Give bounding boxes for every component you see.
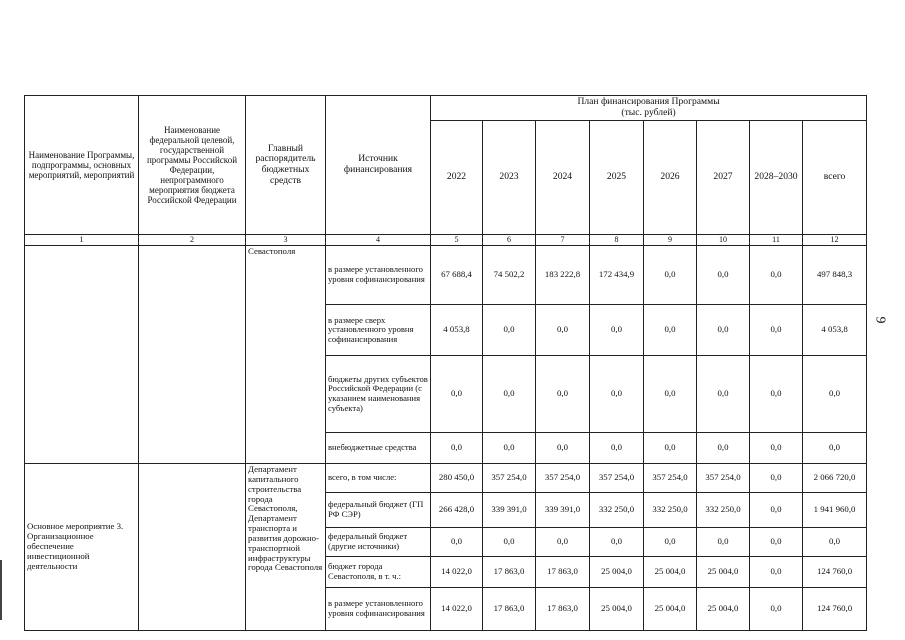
value-cell: 357 254,0 bbox=[697, 464, 750, 493]
value-cell: 124 760,0 bbox=[803, 588, 867, 631]
value-cell: 0,0 bbox=[431, 528, 483, 557]
value-cell: 0,0 bbox=[697, 246, 750, 305]
value-cell: 0,0 bbox=[590, 433, 644, 464]
financing-source-cell: внебюджетные средства bbox=[326, 433, 431, 464]
value-cell: 0,0 bbox=[644, 356, 697, 433]
value-cell: 0,0 bbox=[803, 356, 867, 433]
value-cell: 0,0 bbox=[483, 356, 536, 433]
value-cell: 0,0 bbox=[431, 356, 483, 433]
budget-manager-cell: Севастополя bbox=[246, 246, 326, 464]
header-financing-source: Источник финансирования bbox=[326, 96, 431, 235]
value-cell: 0,0 bbox=[750, 464, 803, 493]
header-year-6: 2028–2030 bbox=[750, 121, 803, 235]
column-number-2: 2 bbox=[139, 235, 246, 246]
value-cell: 0,0 bbox=[536, 356, 590, 433]
financing-source-cell: бюджеты других субъектов Российской Федерации (с указанием наименования субъекта) bbox=[326, 356, 431, 433]
value-cell: 0,0 bbox=[750, 588, 803, 631]
value-cell: 339 391,0 bbox=[483, 493, 536, 528]
value-cell: 0,0 bbox=[590, 356, 644, 433]
value-cell: 357 254,0 bbox=[590, 464, 644, 493]
federal-program-cell bbox=[139, 464, 246, 631]
value-cell: 25 004,0 bbox=[590, 557, 644, 588]
value-cell: 0,0 bbox=[536, 528, 590, 557]
value-cell: 266 428,0 bbox=[431, 493, 483, 528]
column-number-11: 11 bbox=[750, 235, 803, 246]
value-cell: 14 022,0 bbox=[431, 588, 483, 631]
value-cell: 0,0 bbox=[644, 528, 697, 557]
financing-table bbox=[24, 95, 867, 631]
federal-program-cell bbox=[139, 246, 246, 464]
column-number-10: 10 bbox=[697, 235, 750, 246]
header-row-1 bbox=[25, 96, 867, 121]
value-cell: 183 222,8 bbox=[536, 246, 590, 305]
value-cell: 357 254,0 bbox=[644, 464, 697, 493]
column-number-1: 1 bbox=[25, 235, 139, 246]
financing-source-cell: в размере установленного уровня софинансирования bbox=[326, 246, 431, 305]
value-cell: 14 022,0 bbox=[431, 557, 483, 588]
value-cell: 0,0 bbox=[483, 433, 536, 464]
value-cell: 0,0 bbox=[697, 528, 750, 557]
value-cell: 0,0 bbox=[644, 433, 697, 464]
value-cell: 17 863,0 bbox=[536, 588, 590, 631]
header-year-0: 2022 bbox=[431, 121, 483, 235]
header-budget-manager: Главный распорядитель бюджетных средств bbox=[246, 96, 326, 235]
budget-manager-cell: Департамент капитального строительства города Севастополя, Департамент транспорта и развития дорожно-транспортной инфраструктуры города Севастополя bbox=[246, 464, 326, 631]
column-number-5: 5 bbox=[431, 235, 483, 246]
value-cell: 0,0 bbox=[590, 305, 644, 356]
value-cell: 124 760,0 bbox=[803, 557, 867, 588]
header-year-3: 2025 bbox=[590, 121, 644, 235]
value-cell: 357 254,0 bbox=[536, 464, 590, 493]
financing-source-cell: федеральный бюджет (другие источники) bbox=[326, 528, 431, 557]
program-name-cell bbox=[25, 246, 139, 464]
financing-source-cell: в размере установленного уровня софинансирования bbox=[326, 588, 431, 631]
value-cell: 0,0 bbox=[644, 305, 697, 356]
column-number-8: 8 bbox=[590, 235, 644, 246]
header-program-name: Наименование Программы, подпрограммы, основных мероприятий, мероприятий bbox=[25, 96, 139, 235]
column-number-4: 4 bbox=[326, 235, 431, 246]
value-cell: 25 004,0 bbox=[697, 588, 750, 631]
column-number-9: 9 bbox=[644, 235, 697, 246]
column-number-6: 6 bbox=[483, 235, 536, 246]
value-cell: 0,0 bbox=[483, 528, 536, 557]
value-cell: 332 250,0 bbox=[644, 493, 697, 528]
value-cell: 67 688,4 bbox=[431, 246, 483, 305]
value-cell: 357 254,0 bbox=[483, 464, 536, 493]
column-number-12: 12 bbox=[803, 235, 867, 246]
value-cell: 0,0 bbox=[750, 246, 803, 305]
value-cell: 0,0 bbox=[750, 493, 803, 528]
value-cell: 0,0 bbox=[536, 433, 590, 464]
value-cell: 0,0 bbox=[803, 528, 867, 557]
value-cell: 25 004,0 bbox=[590, 588, 644, 631]
column-numbers-row bbox=[25, 235, 867, 246]
column-number-3: 3 bbox=[246, 235, 326, 246]
value-cell: 0,0 bbox=[697, 433, 750, 464]
header-federal-program: Наименование федеральной целевой, государственной программы Российской Федерации, непрограммного мероприятия бюджета Российской Федерации bbox=[139, 96, 246, 235]
header-plan bbox=[431, 96, 867, 121]
financing-source-cell: федеральный бюджет (ГП РФ СЭР) bbox=[326, 493, 431, 528]
value-cell: 17 863,0 bbox=[483, 557, 536, 588]
value-cell: 25 004,0 bbox=[697, 557, 750, 588]
value-cell: 0,0 bbox=[431, 433, 483, 464]
value-cell: 332 250,0 bbox=[697, 493, 750, 528]
financing-source-cell: бюджет города Севастополя, в т. ч.: bbox=[326, 557, 431, 588]
value-cell: 0,0 bbox=[644, 246, 697, 305]
value-cell: 0,0 bbox=[697, 356, 750, 433]
value-cell: 0,0 bbox=[536, 305, 590, 356]
value-cell: 0,0 bbox=[803, 433, 867, 464]
plan-title: План финансирования Программы bbox=[577, 96, 720, 108]
value-cell: 172 434,9 bbox=[590, 246, 644, 305]
value-cell: 2 066 720,0 bbox=[803, 464, 867, 493]
value-cell: 74 502,2 bbox=[483, 246, 536, 305]
page-number: 9 bbox=[872, 316, 888, 324]
value-cell: 0,0 bbox=[750, 433, 803, 464]
program-name-cell: Основное мероприятие 3. Организационное обеспечение инвестиционной деятельности bbox=[25, 464, 139, 631]
value-cell: 0,0 bbox=[483, 305, 536, 356]
value-cell: 4 053,8 bbox=[803, 305, 867, 356]
header-year-7: всего bbox=[803, 121, 867, 235]
value-cell: 1 941 960,0 bbox=[803, 493, 867, 528]
header-year-1: 2023 bbox=[483, 121, 536, 235]
value-cell: 25 004,0 bbox=[644, 557, 697, 588]
value-cell: 332 250,0 bbox=[590, 493, 644, 528]
value-cell: 0,0 bbox=[590, 528, 644, 557]
table-row bbox=[25, 464, 867, 493]
plan-unit: (тыс. рублей) bbox=[621, 107, 676, 118]
value-cell: 339 391,0 bbox=[536, 493, 590, 528]
scan-edge-mark bbox=[0, 560, 2, 620]
value-cell: 17 863,0 bbox=[483, 588, 536, 631]
value-cell: 0,0 bbox=[750, 557, 803, 588]
value-cell: 0,0 bbox=[750, 305, 803, 356]
header-year-5: 2027 bbox=[697, 121, 750, 235]
value-cell: 0,0 bbox=[697, 305, 750, 356]
financing-source-cell: всего, в том числе: bbox=[326, 464, 431, 493]
header-year-4: 2026 bbox=[644, 121, 697, 235]
value-cell: 17 863,0 bbox=[536, 557, 590, 588]
value-cell: 0,0 bbox=[750, 528, 803, 557]
value-cell: 4 053,8 bbox=[431, 305, 483, 356]
column-number-7: 7 bbox=[536, 235, 590, 246]
value-cell: 25 004,0 bbox=[644, 588, 697, 631]
value-cell: 0,0 bbox=[750, 356, 803, 433]
value-cell: 497 848,3 bbox=[803, 246, 867, 305]
financing-source-cell: в размере сверх установленного уровня софинансирования bbox=[326, 305, 431, 356]
table-row bbox=[25, 246, 867, 305]
value-cell: 280 450,0 bbox=[431, 464, 483, 493]
header-year-2: 2024 bbox=[536, 121, 590, 235]
